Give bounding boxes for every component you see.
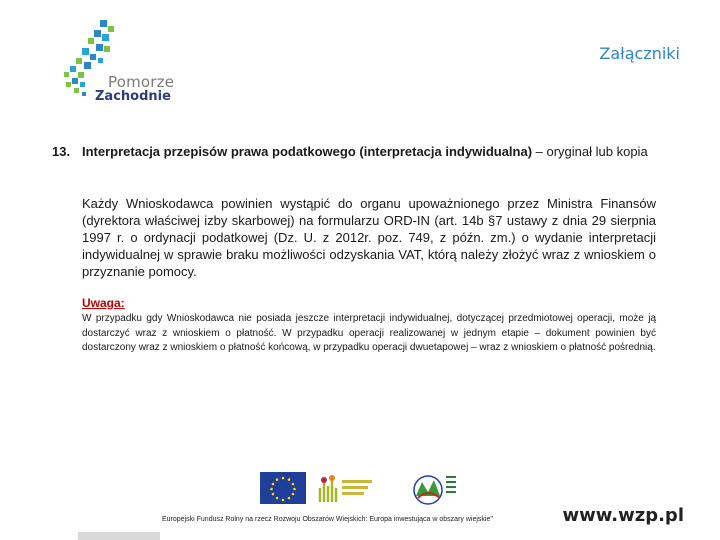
note-label: Uwaga: — [82, 296, 125, 310]
funding-logos — [258, 466, 458, 508]
website-url: www.wzp.pl — [562, 505, 684, 526]
note-text: W przypadku gdy Wnioskodawca nie posiada jeszcze interpretacji indywidualnej, dotyczącej przedmiotowej operacji, może ją dostarczyć wraz z wnioskiem o płatność. W przypadku operacji realizowanej w jednym etapie – dokument powinien być dostarczony wraz z wnioskiem o płatność końcową, w przypadku operacji dwuetapowej – wraz z wnioskiem o płatność pośrednią. — [82, 313, 656, 353]
logo-text-pomorze: Pomorze — [108, 73, 175, 91]
attachment-item — [52, 143, 656, 160]
item-heading — [82, 143, 656, 160]
logo-text-zachodnie: Zachodnie — [95, 89, 171, 104]
item-number: 13. — [52, 144, 71, 159]
item-body-text: Każdy Wnioskodawca powinien wystąpić do organu upoważnionego przez Ministra Finansów (dyrektora właściwej izby skarbowej) na formularzu ORD-IN (art. 14b §7 ustawy z dnia 29 sierpnia 1997 r. o ordynacji podatkowej (Dz. U. z 2012r. poz. 749, z późn. zm.) o wydanie interpretacji indywidualnej w sprawie braku możliwości odzyskania VAT, którą należy złożyć wraz z wnioskiem o przyznanie pomocy. — [82, 196, 656, 279]
funding-caption: Europejski Fundusz Rolny na rzecz Rozwoju Obszarów Wiejskich: Europa inwestująca w obszary wiejskie" — [162, 516, 493, 523]
eu-flag-icon — [260, 472, 306, 504]
prow-program-logo-icon — [414, 476, 456, 504]
item-title-rest: – oryginał lub kopia — [532, 144, 648, 159]
rural-network-logo-icon — [320, 475, 372, 502]
section-title: Załączniki — [599, 44, 680, 63]
item-title-bold: Interpretacja przepisów prawa podatkowego (interpretacja indywidualna) — [82, 144, 533, 159]
footer-decorative-bar — [78, 532, 160, 540]
